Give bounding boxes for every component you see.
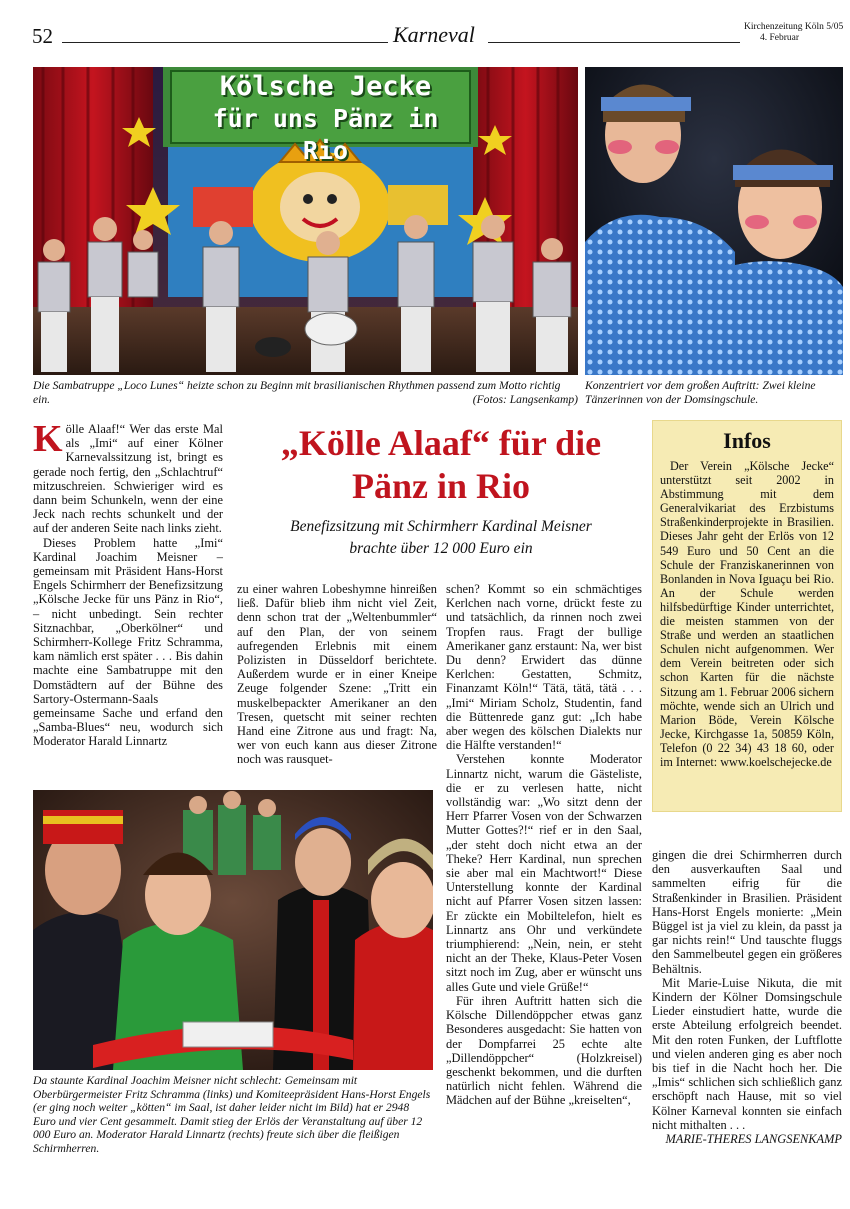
- article-subheadline: [235, 516, 647, 560]
- subhead-line-2: brachte über 12 000 Euro ein: [349, 540, 533, 557]
- column-4-paragraph-1: gingen die drei Schirmherren durch den ausverkauften Saal und sammelten eifrig für die Straßenkinder in Brasilien. Präsident Hans-Horst Engels monierte: „Mein Büggel ist ja viel zu klein, da passt ja gar nichts rein!“ Und tauschte fluggs den Sammelbeutel gegen ein größeres Behältnis.: [652, 848, 842, 976]
- dropcap: K: [33, 418, 63, 460]
- photo-cardinal-collecting: [33, 790, 433, 1070]
- article-headline: [235, 422, 647, 508]
- column-3-paragraph-1: schen? Kommt so ein schmächtiges Kerlchen nach vorne, drückt feste zu und tatsächlich, da rinnen noch zwei Tropfen raus. Fragt der bullige Amerikaner ganz erstaunt: Na, wer bist Du denn? Erwidert das dünne Kerlchen: Gestatten, Schmitz, Finanzamt Köln!“ Tätä, tätä, tätä . . . „Imi“ Miriam Scholz, Studentin, fand die Büttenrede ganz gut: „Ich habe aber wegen des kölschen Dialekts nur die Hälfte verstanden!“: [446, 582, 642, 753]
- column-3-paragraph-3: Für ihren Auftritt hatten sich die Kölsche Dillendöppcher etwas ganz Besonderes ausgedacht: Sie hatten von der Dompfarrei 25 echte alte „Dillendöppcher“ (Holzkreisel) geschenkt bekommen, und die durften natürlich nicht fehlen. Während die Mädchen auf der Bühne „kreiselten“,: [446, 993, 642, 1108]
- caption-samba-text: Die Sambatruppe „Loco Lunes“ heizte schon zu Beginn mit brasilianischen Rhythmen passend zum Motto richtig ein.: [33, 379, 561, 406]
- section-title: Karneval: [393, 22, 475, 47]
- publication-date: 4. Februar: [760, 33, 800, 43]
- banner-text: [183, 71, 468, 167]
- article-column-3: [446, 582, 642, 1108]
- header-rule-left: [62, 42, 388, 43]
- publication-info: [744, 22, 843, 44]
- article-column-1: [33, 418, 223, 749]
- column-1-paragraph-1: [33, 418, 223, 536]
- article-column-2: zu einer wahren Lobeshymne hinreißen ließ. Dafür blieb ihm nicht viel Zeit, denn schon trat der „Weltenbummler“ auf den Plan, der von seinem aufregenden Erlebnis mit einem Polizisten in Düsseldorf berichtete. Außerdem wurde er in einer Kneipe Zeuge folgender Szene: „Tritt ein muskelbepackter Amerikaner an den Tresen, quetscht mit seiner rechten Hand eine Zitrone aus und fragt: Na, wer von euch kann aus dieser Zitrone noch was rausquet-: [237, 582, 437, 767]
- article-column-4: [652, 848, 842, 1146]
- caption-samba-troupe: [33, 379, 578, 406]
- column-4-paragraph-2: Mit Marie-Luise Nikuta, die mit Kindern der Kölner Domsingschule Lieder einstudiert hatte, wurde die erste Abteilung erfolgreich beendet. Mit den roten Funken, der Luftflotte und vielen anderen ging es aber noch bis tief in die Nacht hoch her. Die „Imis“ schlichen sich schließlich ganz erschöpft nach Hause, mit so viel Kölner Karneval konnten sie einfach nicht mithalten . . .: [652, 975, 842, 1132]
- column-1-paragraph-1-text: ölle Alaaf!“ Wer das erste Mal als „Imi“ auf einer Kölner Karnevalssitzung ist, bringt es gerade noch fertig, den „Schlachtruf“ mitzuschreien. Schwieriger wird es dann beim Schunkeln, wenn der eine Jeck nach rechts schunkelt und der auf der anderen Seite nach links zieht.: [33, 422, 223, 536]
- header-rule-right: [488, 42, 740, 43]
- photo-credit: (Fotos: Langsenkamp): [472, 392, 578, 406]
- headline-line-1: „Kölle Alaaf“ für die: [280, 423, 602, 463]
- info-box-text: Der Verein „Kölsche Jecke“ unterstützt seit 2002 in Abstimmung mit dem Generalvikariat des Erzbistums Straßenkinderprojekte in Brasilien. Dieses Jahr geht der Erlös von 12 549 Euro und 50 Cent an die Schule der Franziskanerinnen von Bonlanden in Nova Iguaçu bei Rio. An der Schule werden hilfsbedürftige Kinder unterrichtet, die meisten stammen von der Straße und werden an staatlichen Schulen nicht aufgenommen. Wer dem Verein beitreten oder sich schon Karten für die nächste Sitzung am 1. Februar 2006 sichern möchte, wende sich an Ulrich und Marion Böde, Verein Kölsche Jecke, Kirchgasse 1a, 50859 Köln, Telefon (0 22 34) 43 18 60, oder im Internet: www.koelschejecke.de: [660, 459, 834, 769]
- info-box: [652, 420, 842, 812]
- page-number: 52: [32, 24, 53, 48]
- subhead-line-1: Benefizsitzung mit Schirmherr Kardinal Meisner: [290, 518, 592, 535]
- info-box-title: Infos: [723, 428, 771, 453]
- headline-line-2: Pänz in Rio: [351, 466, 530, 506]
- caption-cardinal-collecting: Da staunte Kardinal Joachim Meisner nicht schlecht: Gemeinsam mit Oberbürgermeister Fritz Schramma (links) und Komiteepräsident Hans-Horst Engels (er ging noch weiter „kötten“ im Saal, ist daher leider nicht im Bild) hat er 2948 Euro und vier Cent gesammelt. Damit stieg der Erlös der Veranstaltung auf über 12 000 Euro an. Moderator Harald Linnartz (rechts) freute sich über die fleißigen Schirmherren.: [33, 1074, 431, 1155]
- caption-young-dancers: Konzentriert vor dem großen Auftritt: Zwei kleine Tänzerinnen von der Domsingschule.: [585, 379, 816, 406]
- article-author: MARIE-THERES LANGSENKAMP: [665, 1132, 842, 1147]
- photo-samba-troupe: [33, 67, 578, 375]
- banner-line-2: für uns Pänz in Rio: [212, 104, 439, 165]
- publication-name: Kirchenzeitung Köln 5/05: [744, 22, 844, 32]
- banner-line-1: Kölsche Jecke: [219, 71, 432, 102]
- column-1-paragraph-2: Dieses Problem hatte „Imi“ Kardinal Joachim Meisner – gemeinsam mit Präsident Hans-Horst Engels Schirmherr der Benefizsitzung „Kölsche Jecke für uns Pänz in Rio“, – nicht unbedingt. Sein rechter Sitznachbar, „Oberkölner“ und Schirmherr-Kollege Fritz Schramma, kam nämlich erst später . . . Bis dahin machte eine Sambatruppe mit den Domstädtern auf der Bühne des Sartory-Ostermann-Saals gemeinsame Sache und erfand den „Samba-Blues“ neu, wodurch sich Moderator Harald Linnartz: [33, 535, 223, 749]
- photo-young-dancers: [585, 67, 843, 375]
- column-3-paragraph-2: Verstehen konnte Moderator Linnartz nicht, warum die Gästeliste, die er zu verlesen hatte, nicht vollständig war: „Wo sitzt denn der Herr Pfarrer Vosen von der Schwarzen Mutter Gottes?!“ rief er in den Saal, „der steht doch nicht etwa an der Theke? Herr Kardinal, nun sprechen sie aber mal ein Machtwort!“ Diese Unterstellung konnte der Kardinal nicht auf Pfarrer Vosen sitzen lassen: Er zückte ein Mobiltelefon, hielt es Linnartz ans Ohr und verkündete triumphierend: „Nein, nein, er steht nicht an der Theke, Klaus-Peter Vosen sitzt noch im Zug, aber er wünscht uns alles Gute und viele Grüße!“: [446, 752, 642, 994]
